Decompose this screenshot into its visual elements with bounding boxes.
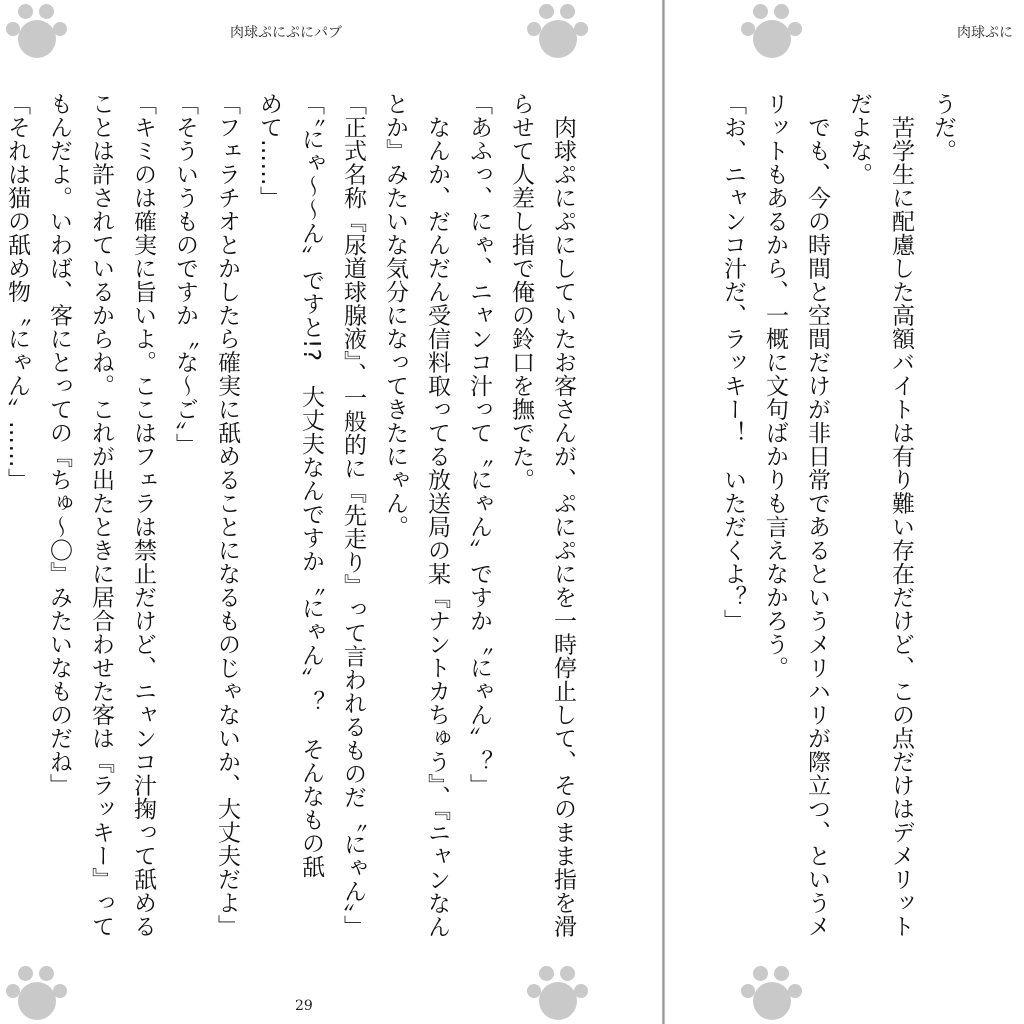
- text-line: 「フェラチオとかしたら確実に舐めることになるものじゃないか、大丈夫だよ」: [214, 92, 240, 938]
- text-line: 苦学生に配慮した高額バイトは有り難い存在だけど、この点だけはデメリット: [888, 92, 914, 938]
- text-line: らせて人差し指で俺の鈴口を撫でた。: [508, 92, 534, 492]
- text-line: ことは許されているからね。これが出たときに居合わせた客は『ラッキー』って: [88, 92, 114, 938]
- text-line: リットもあるから、一概に文句ばかりも言えなかろう。: [762, 92, 788, 680]
- paw-icon: [6, 966, 68, 1024]
- text-line: 「そういうものですか〝な～ご〟」: [172, 92, 198, 457]
- paw-icon: [527, 966, 589, 1024]
- body-text: [714, 92, 964, 972]
- text-line: 「あふっ、にゃ、ニャンコ汁って〝にゃん〟ですか〝にゃん〟？」: [466, 92, 492, 797]
- page-number: 29: [295, 998, 313, 1014]
- paw-icon: [527, 4, 589, 62]
- page-right: [665, 0, 1024, 1024]
- text-line: 「正式名称『尿道球腺液』、一般的に『先走り』って言われるものだ〝にゃん〟」: [340, 92, 366, 939]
- text-line: めて……」: [256, 92, 282, 210]
- text-line: うだ。: [930, 92, 956, 163]
- text-line: なんか、だんだん受信料取ってる放送局の某『ナントカちゅう』、『ニャンなん: [424, 92, 450, 939]
- text-line: 「それは猫の舐め物〝にゃん〟……」: [4, 92, 30, 492]
- running-head: 肉球ぷに: [957, 25, 1013, 41]
- text-line: 「お、ニャンコ汁だ、ラッキー！ いただくよ？」: [720, 92, 746, 633]
- paw-icon: [6, 4, 68, 62]
- paw-icon: [741, 966, 803, 1024]
- text-line: とか』みたいな気分になってきたにゃん。: [382, 92, 408, 539]
- body-text: [4, 92, 584, 972]
- text-line: だよな。: [846, 92, 872, 186]
- text-line: 「〝にゃ～～ん〟ですと!? 大丈夫なんですか〝にゃん〟？ そんなもの舐: [298, 92, 324, 879]
- paw-icon: [741, 4, 803, 62]
- text-line: 「キミのは確実に旨いよ。ここはフェラは禁止だけど、ニャンコ汁掬って舐める: [130, 92, 156, 938]
- text-line: もんだよ。いわば、客にとっての『ちゅ～〇』みたいなものだね」: [46, 92, 72, 797]
- text-line: 肉球ぷにぷにしていたお客さんが、ぷにぷにを一時停止して、そのまま指を滑: [550, 92, 576, 938]
- running-head: 肉球ぷにぷにパブ: [230, 25, 342, 41]
- text-line: でも、今の時間と空間だけが非日常であるというメリハリが際立つ、というメ: [804, 92, 830, 938]
